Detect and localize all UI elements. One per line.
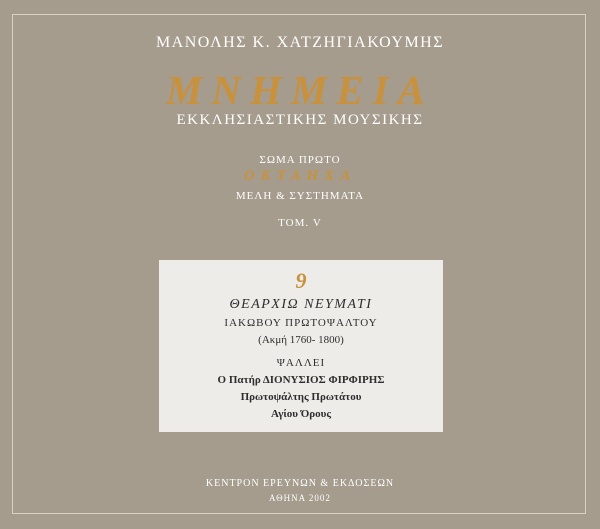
publisher-name: ΚΕΝΤΡΟΝ ΕΡΕΥΝΩΝ & ΕΚΔΟΣΕΩΝ: [205, 478, 395, 489]
main-title: ΜΝΗΜΕΙΑ: [165, 67, 435, 113]
series-subtitle: ΜΕΛΗ & ΣΥΣΤΗΜΑΤΑ: [235, 190, 365, 202]
track-panel: [159, 260, 443, 432]
chants-label: ΨΑΛΛΕΙ: [276, 357, 326, 369]
series-line: ΣΩΜΑ ΠΡΩΤΟ: [259, 154, 341, 166]
composer-dates: (Ακμή 1760- 1800): [258, 334, 344, 346]
composer-name: ΙΑΚΩΒΟΥ ΠΡΩΤΟΨΑΛΤΟΥ: [224, 317, 378, 329]
singer-location: Αγίου Όρους: [270, 408, 332, 420]
publication-city-year: ΑΘΗΝΑ 2002: [269, 493, 331, 503]
main-subtitle: ΕΚΚΛΗΣΙΑΣΤΙΚΗΣ ΜΟΥΣΙΚΗΣ: [176, 112, 424, 128]
work-title: ΘΕΑΡΧΙΩ ΝΕΥΜΑΤΙ: [229, 297, 373, 312]
volume-label: ΤΟΜ. V: [278, 217, 322, 229]
singer-title: Πρωτοψάλτης Πρωτάτου: [240, 391, 362, 403]
track-number: 9: [295, 268, 307, 293]
author-name: ΜΑΝΟΛΗΣ Κ. ΧΑΤΖΗΓΙΑΚΟΥΜΗΣ: [155, 34, 445, 51]
series-title: ΟΚΤΑΗΧΑ: [243, 168, 357, 184]
singer-name: Ο Πατήρ ΔΙΟΝΥΣΙΟΣ ΦΙΡΦΙΡΗΣ: [217, 374, 385, 386]
